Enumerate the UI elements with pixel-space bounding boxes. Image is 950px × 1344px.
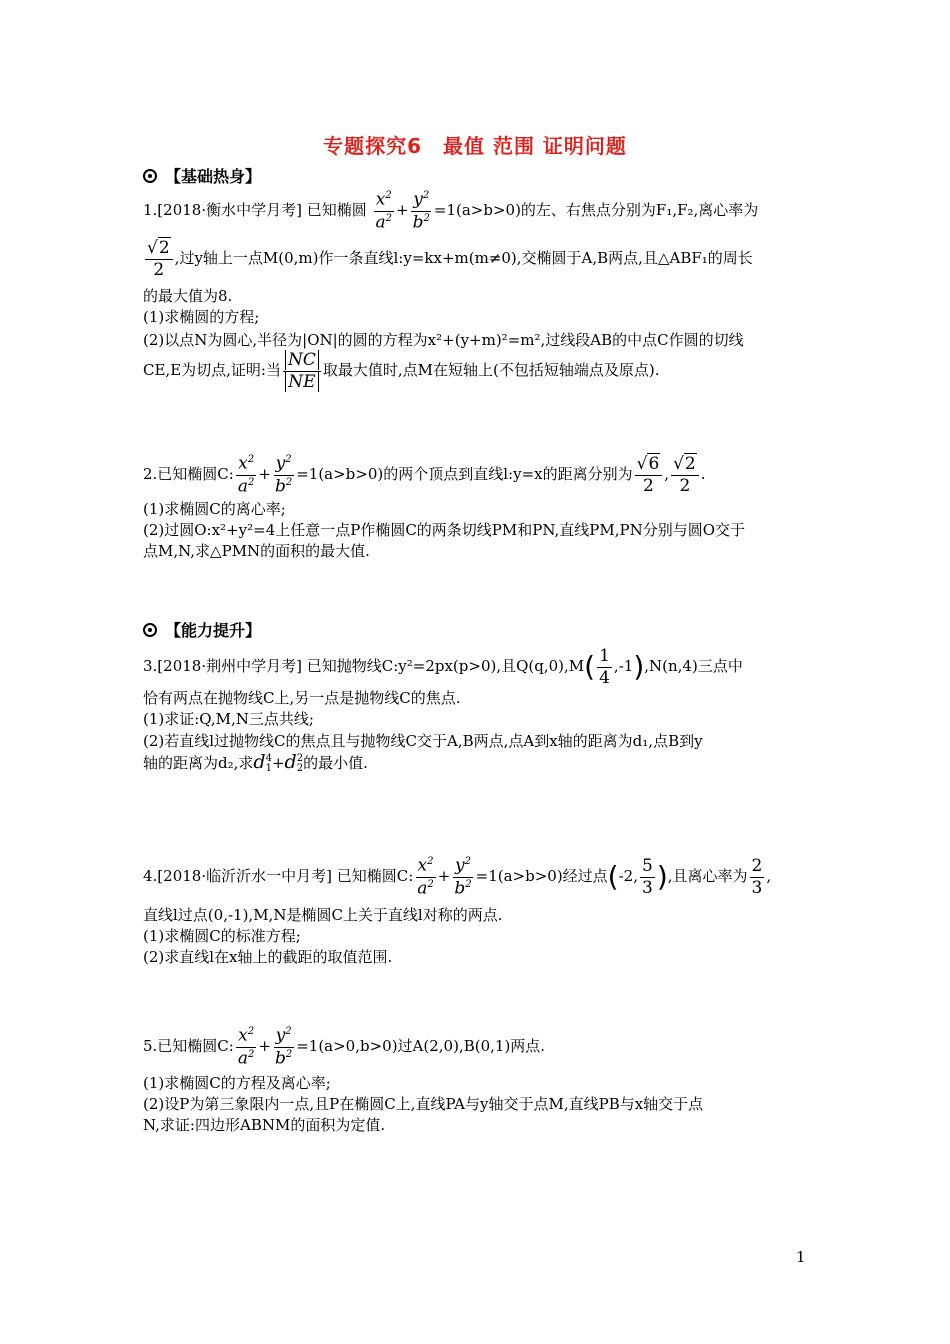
fraction-nc-ne: $\frac{NC}{NE}$: [283, 352, 321, 391]
problem-1-question-2a: (2)以点N为圆心,半径为|ON|的圆的方程为x²+(y+m)²=m²,过线段AB的中点C作圆的切线: [143, 331, 744, 349]
problem-1-line-3: 的最大值为8.: [143, 287, 233, 305]
problem-3-question-1: (1)求证:Q,M,N三点共线;: [143, 710, 314, 728]
problem-2-line-1: 2.已知椭圆C: $\frac{x^2}{a^2}$ + $\frac{y^2}{b^2}$ =1(a>b>0)的两个顶点到直线l:y=x的距离分别为 $\frac{√6}{2}$ , $\frac{√2}{2}$ .: [143, 453, 706, 497]
problem-5-question-1: (1)求椭圆C的方程及离心率;: [143, 1074, 331, 1092]
problem-2-question-2b: 点M,N,求△PMN的面积的最大值.: [143, 542, 370, 560]
fraction-y2-b2: $\frac{y^2}{b^2}$: [274, 1025, 293, 1069]
section-basic: [143, 164, 261, 187]
problem-3-question-2b: 轴的距离为d₂,求d 4 1 +d 2 2 的最小值.: [143, 751, 368, 774]
problem-3-line-1: 3.[2018·荆州中学月考] 已知抛物线C:y²=2px(p>0),且Q(q,0),M( $\frac{1}{4}$ ,-1),N(n,4)三点中: [143, 645, 743, 688]
page-title: 专题探究6 最值 范围 证明问题: [323, 134, 627, 158]
problem-1-question-2b: CE,E为切点,证明:当 $\frac{NC}{NE}$ 取最大值时,点M在短轴上(不包括短轴端点及原点).: [143, 349, 660, 392]
page-number: 1: [796, 1248, 806, 1266]
problem-4-line-2: 直线l过点(0,-1),M,N是椭圆C上关于直线l对称的两点.: [143, 906, 503, 924]
problem-1-line-1: 1.[2018·衡水中学月考] 已知椭圆 $\frac{x^2}{a^2}$ + $\frac{y^2}{b^2}$ =1(a>b>0)的左、右焦点分别为F₁,F₂,离心率为: [143, 189, 759, 233]
section-basic-label: 【基础热身】: [165, 167, 262, 186]
problem-5-question-2a: (2)设P为第三象限内一点,且P在椭圆C上,直线PA与y轴交于点M,直线PB与x轴交于点: [143, 1095, 704, 1113]
problem-3-line-2: 恰有两点在抛物线C上,另一点是抛物线C的焦点.: [143, 689, 461, 707]
fraction-sqrt6-2: $\frac{√6}{2}$: [635, 456, 663, 495]
problem-2-question-1: (1)求椭圆C的离心率;: [143, 500, 286, 518]
problem-4-line-1: 4.[2018·临沂沂水一中月考] 已知椭圆C: $\frac{x^2}{a^2}$ + $\frac{y^2}{b^2}$ =1(a>b>0)经过点(-2, $\frac{5}{3}$ ),且离心率为 $\frac{2}{3}$ ,: [143, 855, 772, 899]
problem-5-line-1: 5.已知椭圆C: $\frac{x^2}{a^2}$ + $\frac{y^2}{b^2}$ =1(a>0,b>0)过A(2,0),B(0,1)两点.: [143, 1025, 546, 1069]
fraction-x2-a2: $\frac{x^2}{a^2}$: [237, 453, 255, 497]
fraction-y2-b2: $\frac{y^2}{b^2}$: [274, 453, 293, 497]
problem-4-question-1: (1)求椭圆C的标准方程;: [143, 927, 301, 945]
fraction-sqrt2-2: $\frac{√2}{2}$: [671, 456, 699, 495]
section-advanced: [143, 618, 261, 641]
problem-3-question-2a: (2)若直线l过抛物线C的焦点且与抛物线C交于A,B两点,点A到x轴的距离为d₁,点B到y: [143, 732, 703, 750]
fraction-y2-b2: $\frac{y^2}{b^2}$: [454, 855, 472, 899]
section-advanced-label: 【能力提升】: [165, 621, 262, 640]
fraction-5-3: $\frac{5}{3}$: [642, 855, 653, 898]
problem-1-line-2: $\frac{√2}{2}$ ,过y轴上一点M(0,m)作一条直线l:y=kx+m(m≠0),交椭圆于A,B两点,且△ABF₁的周长: [147, 237, 753, 280]
fraction-2-3: $\frac{2}{3}$: [751, 855, 763, 898]
fraction-1-4: $\frac{1}{4}$: [599, 645, 610, 688]
fraction-x2-a2: $\frac{x^2}{a^2}$: [417, 855, 434, 899]
fraction-x2-a2: $\frac{x^2}{a^2}$: [237, 1025, 255, 1069]
fraction-y2-b2: $\frac{y^2}{b^2}$: [412, 189, 430, 233]
fraction-x2-a2: $\frac{x^2}{a^2}$: [375, 189, 393, 233]
problem-5-question-2b: N,求证:四边形ABNM的面积为定值.: [143, 1116, 386, 1134]
target-icon: [143, 169, 157, 183]
fraction-sqrt2-2: $\frac{√2}{2}$: [145, 240, 173, 279]
problem-2-question-2a: (2)过圆O:x²+y²=4上任意一点P作椭圆C的两条切线PM和PN,直线PM,PN分别与圆O交于: [143, 521, 746, 539]
target-icon: [143, 623, 157, 637]
problem-4-question-2: (2)求直线l在x轴上的截距的取值范围.: [143, 948, 393, 966]
problem-1-question-1: (1)求椭圆的方程;: [143, 308, 260, 326]
